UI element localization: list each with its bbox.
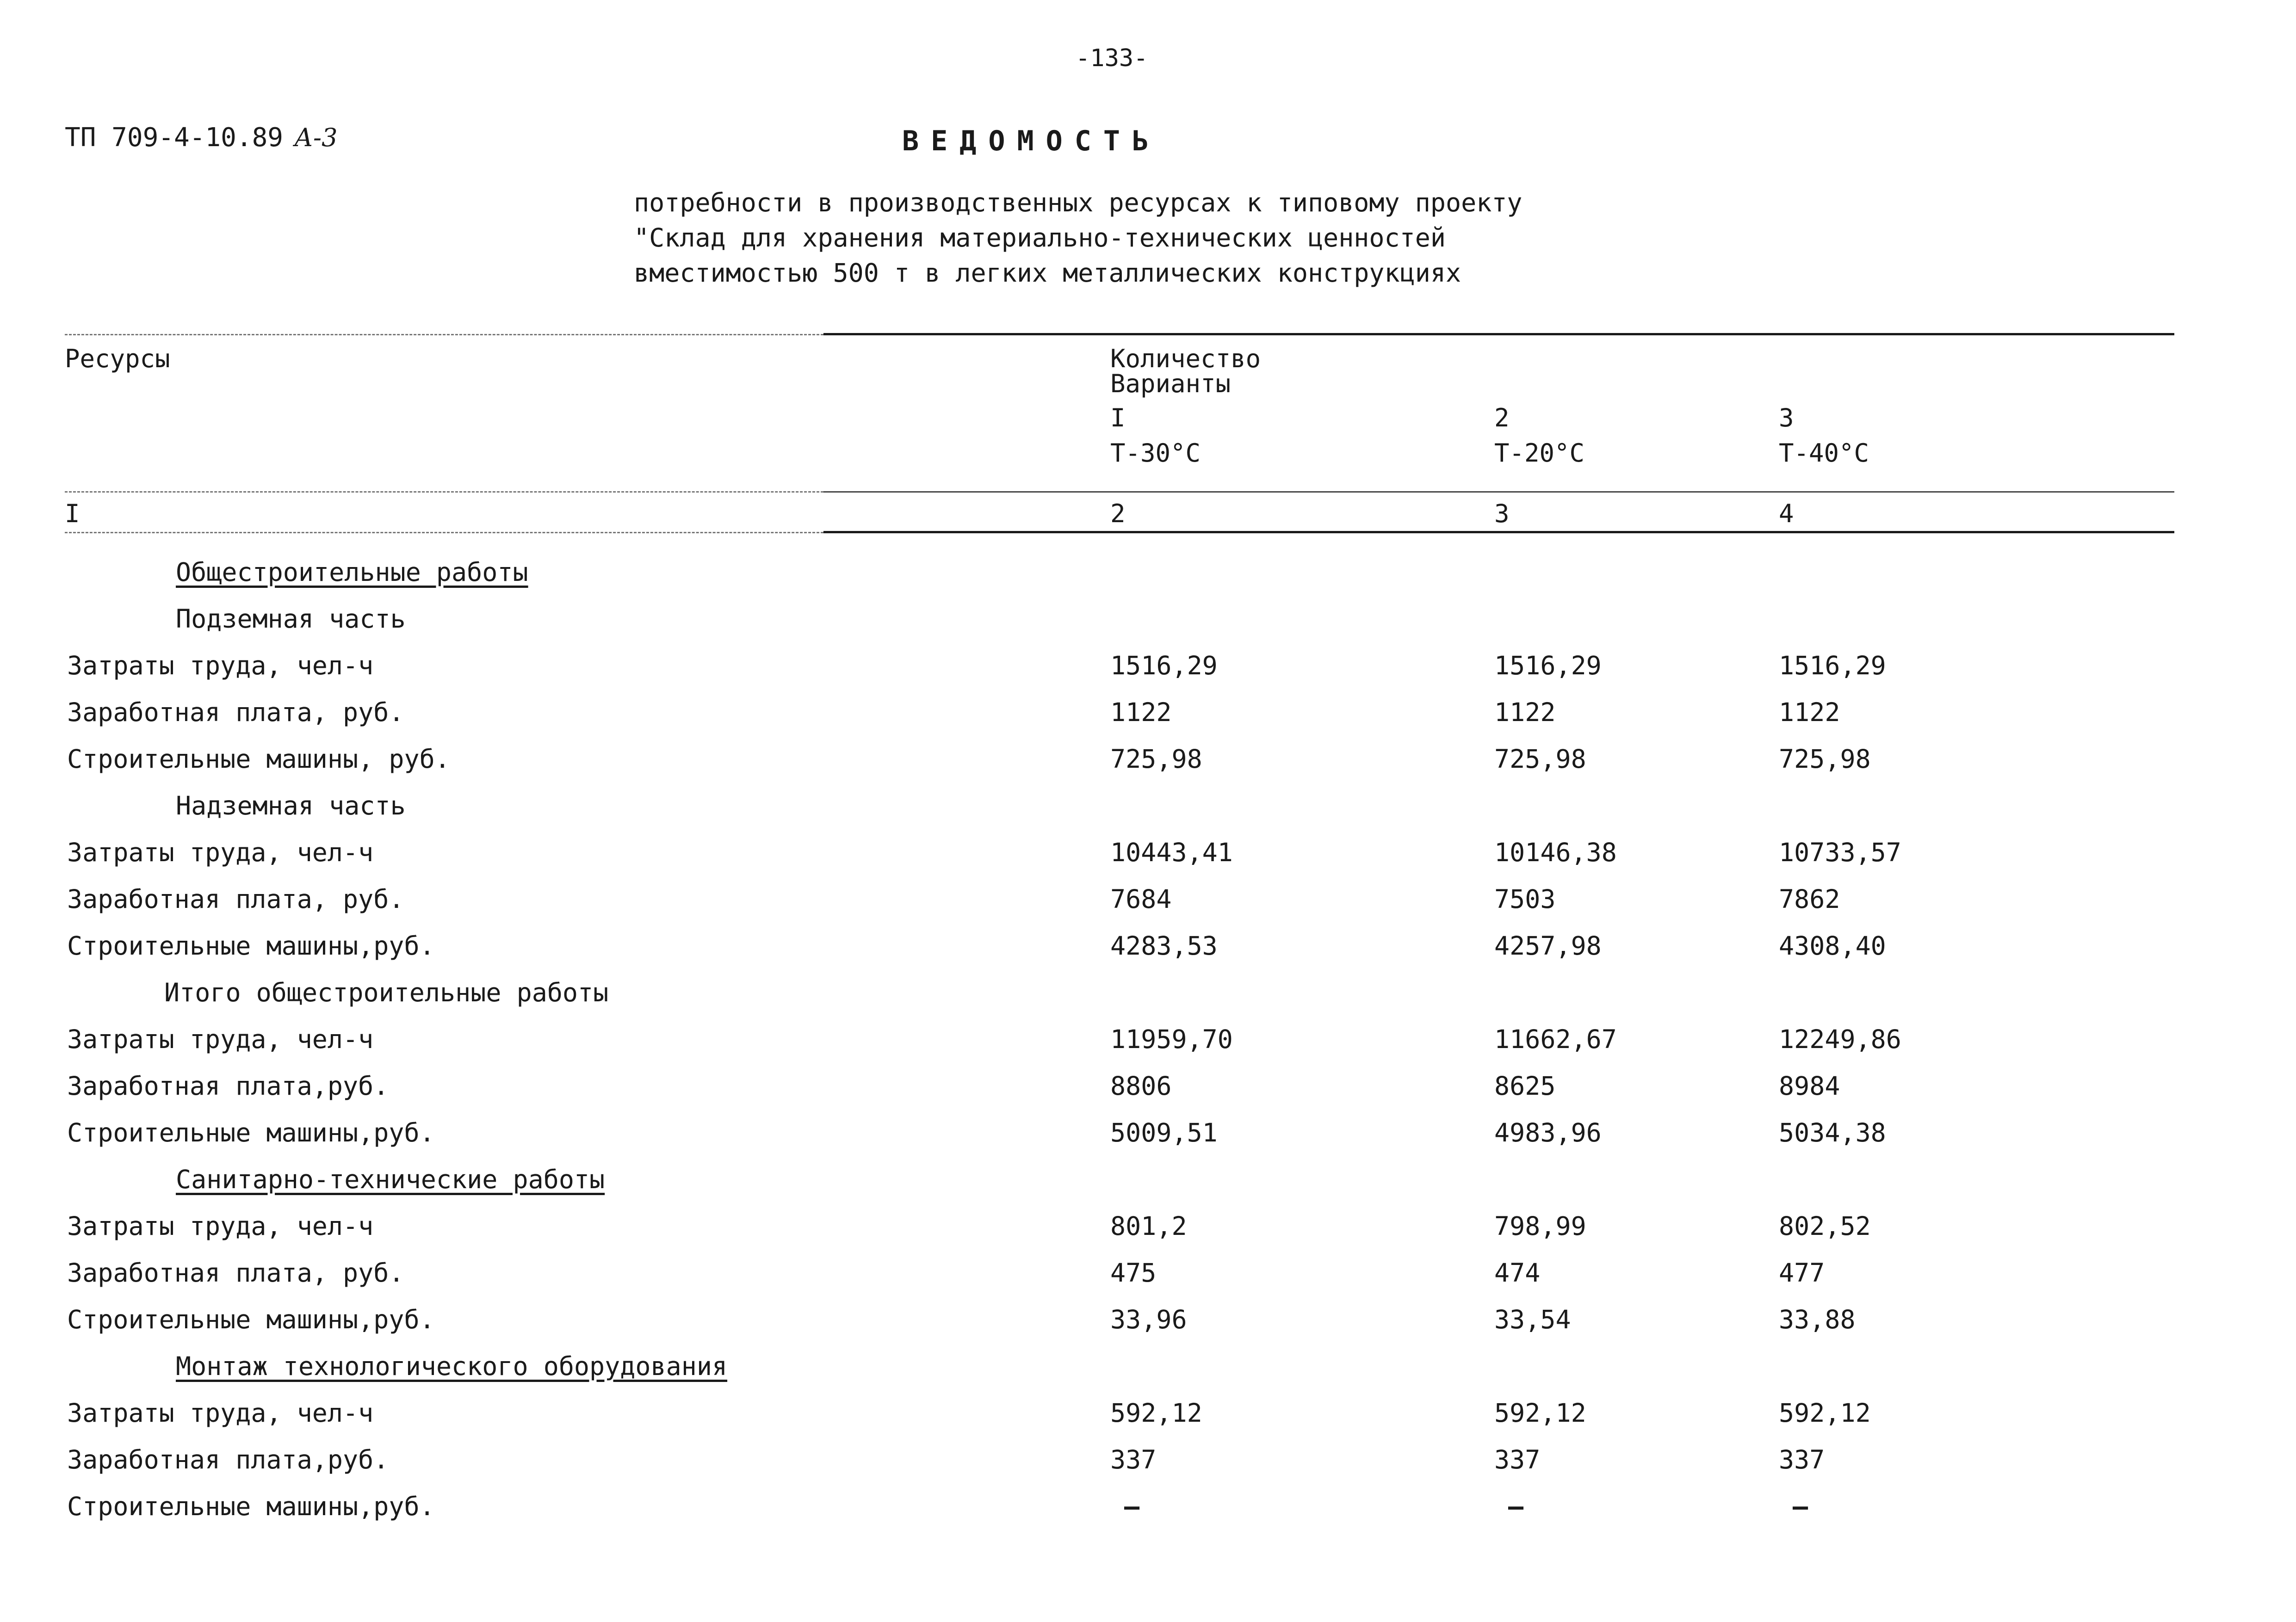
row-value: –	[1793, 1492, 1808, 1521]
row-value: –	[1124, 1492, 1140, 1521]
row-value: 725,98	[1779, 744, 1871, 774]
row-value: 725,98	[1494, 744, 1586, 774]
variant-temperature: T-20°C	[1494, 438, 1585, 468]
row-value: 8806	[1110, 1071, 1172, 1101]
row-value: 337	[1779, 1445, 1825, 1474]
subtitle-line: вместимостью 500 т в легких металлических конструкциях	[634, 258, 1461, 288]
row-value: 1122	[1494, 697, 1556, 727]
row-value: 5009,51	[1110, 1118, 1218, 1147]
quantity-header: Количество	[1110, 344, 1261, 373]
row-value: 4308,40	[1779, 931, 1886, 961]
row-label: Заработная плата, руб.	[67, 697, 404, 727]
column-number: I	[65, 499, 80, 528]
row-value: 12249,86	[1779, 1024, 1901, 1054]
row-value: 33,88	[1779, 1305, 1856, 1334]
row-label: Строительные машины,руб.	[67, 1118, 435, 1147]
row-value: 592,12	[1779, 1398, 1871, 1428]
row-value: 592,12	[1110, 1398, 1202, 1428]
document-title: ВЕДОМОСТЬ	[902, 125, 1161, 157]
row-value: 33,96	[1110, 1305, 1187, 1334]
column-number: 3	[1494, 499, 1510, 528]
row-value: 1516,29	[1110, 651, 1218, 680]
section-heading: Надземная часть	[176, 791, 406, 820]
row-label: Строительные машины,руб.	[67, 931, 435, 961]
row-value: 10733,57	[1779, 838, 1901, 867]
row-label: Затраты труда, чел-ч	[67, 1211, 374, 1241]
row-value: 8625	[1494, 1071, 1556, 1101]
page-number: -133-	[1076, 44, 1148, 72]
row-value: 801,2	[1110, 1211, 1187, 1241]
variant-temperature: T-40°C	[1779, 438, 1869, 468]
document-mark: А-3	[294, 123, 338, 152]
number-rule-left	[65, 532, 823, 533]
variant-number: I	[1110, 403, 1126, 432]
row-value: 474	[1494, 1258, 1541, 1288]
header-rule	[823, 491, 2174, 493]
row-value: 337	[1494, 1445, 1541, 1474]
row-value: 10443,41	[1110, 838, 1233, 867]
row-label: Затраты труда, чел-ч	[67, 651, 374, 680]
row-value: 1516,29	[1494, 651, 1602, 680]
row-value: 33,54	[1494, 1305, 1571, 1334]
table-top-rule	[823, 333, 2174, 335]
section-heading: Итого общестроительные работы	[164, 978, 609, 1007]
row-value: 802,52	[1779, 1211, 1871, 1241]
row-value: 7503	[1494, 884, 1556, 914]
row-value: 477	[1779, 1258, 1825, 1288]
header-rule-left	[65, 491, 823, 493]
row-value: 475	[1110, 1258, 1157, 1288]
row-value: 11959,70	[1110, 1024, 1233, 1054]
section-heading: Подземная часть	[176, 604, 406, 634]
variant-number: 2	[1494, 403, 1510, 432]
variants-header: Варианты	[1110, 369, 1231, 398]
subtitle-line: "Склад для хранения материально-технических ценностей	[634, 223, 1446, 253]
row-value: 7862	[1779, 884, 1840, 914]
section-heading: Монтаж технологического оборудования	[176, 1351, 728, 1381]
row-label: Строительные машины,руб.	[67, 1492, 435, 1521]
row-value: 725,98	[1110, 744, 1202, 774]
row-value: 4983,96	[1494, 1118, 1602, 1147]
column-number: 4	[1779, 499, 1794, 528]
row-label: Заработная плата,руб.	[67, 1445, 389, 1474]
row-value: 8984	[1779, 1071, 1840, 1101]
row-value: 1516,29	[1779, 651, 1886, 680]
variant-number: 3	[1779, 403, 1794, 432]
row-value: 798,99	[1494, 1211, 1586, 1241]
table-top-rule-left	[65, 334, 823, 335]
column-number: 2	[1110, 499, 1126, 528]
number-rule	[823, 531, 2174, 533]
row-label: Строительные машины, руб.	[67, 744, 450, 774]
row-value: 5034,38	[1779, 1118, 1886, 1147]
document-code: ТП 709-4-10.89	[65, 123, 284, 153]
row-value: –	[1508, 1492, 1524, 1521]
row-value: 337	[1110, 1445, 1157, 1474]
section-heading: Общестроительные работы	[176, 557, 528, 587]
row-value: 592,12	[1494, 1398, 1586, 1428]
row-value: 4283,53	[1110, 931, 1218, 961]
section-heading: Санитарно-технические работы	[176, 1165, 605, 1194]
row-value: 11662,67	[1494, 1024, 1617, 1054]
row-value: 1122	[1779, 697, 1840, 727]
row-value: 1122	[1110, 697, 1172, 727]
resources-header: Ресурсы	[65, 344, 170, 373]
subtitle-line: потребности в производственных ресурсах к типовому проекту	[634, 188, 1522, 217]
row-label: Строительные машины,руб.	[67, 1305, 435, 1334]
variant-temperature: T-30°C	[1110, 438, 1201, 468]
document-subtitle	[634, 185, 1522, 290]
document-code-block	[65, 123, 338, 153]
row-label: Затраты труда, чел-ч	[67, 838, 374, 867]
row-label: Затраты труда, чел-ч	[67, 1024, 374, 1054]
row-value: 10146,38	[1494, 838, 1617, 867]
row-value: 4257,98	[1494, 931, 1602, 961]
row-label: Заработная плата, руб.	[67, 884, 404, 914]
row-label: Затраты труда, чел-ч	[67, 1398, 374, 1428]
row-value: 7684	[1110, 884, 1172, 914]
row-label: Заработная плата,руб.	[67, 1071, 389, 1101]
row-label: Заработная плата, руб.	[67, 1258, 404, 1288]
